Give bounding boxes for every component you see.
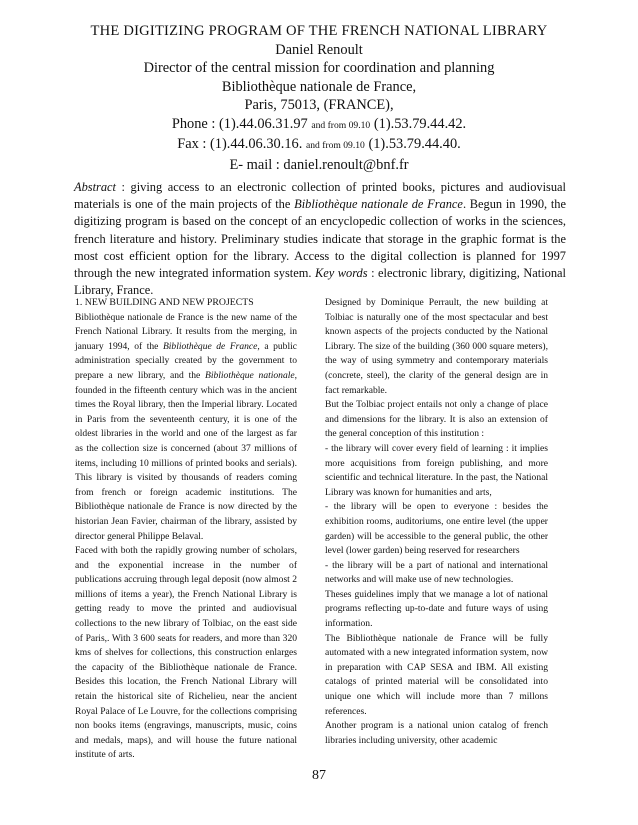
fax-new: (1).53.79.44.40. <box>368 136 461 152</box>
left-p1-italic-2: Bibliothèque nationale <box>205 369 295 381</box>
phone-old: Phone : (1).44.06.31.97 <box>171 115 308 132</box>
keywords-label: Key words <box>314 266 368 281</box>
email-line: E- mail : daniel.renoult@bnf.fr <box>229 156 409 173</box>
author-institution: Bibliothèque nationale de France, <box>221 78 417 95</box>
right-paragraph-3: - the library will cover every field of learning : it implies more acquisitions from foreign publishing, and more scientific and technical literature. In the past, the National Library was known for humanities and arts, <box>325 442 548 498</box>
right-paragraph-7: The Bibliothèque nationale de France will be fully automated with a new integrated information system, now in preparation with CAP SESA and IBM. All existing catalogs of printed material will be consolidated into unique one which will include more than 7 millons references. <box>325 632 548 717</box>
right-paragraph-4: - the library will be open to everyone : besides the exhibition rooms, auditoriums, one entire level (the upper garden) will be accessible to the general public, the other level (lower garden) being reserved for researchers <box>325 501 548 557</box>
right-paragraph-6: Theses guidelines imply that we manage a lot of national programs reflecting up-to-date and future ways of using information. <box>325 588 548 630</box>
right-paragraph-5: - the library will be a part of national and international networks and will make use of new technologies. <box>325 559 548 586</box>
fax-old: Fax : (1).44.06.30.16. <box>177 136 303 152</box>
left-p1-text-a: Bibliothèque nationale de France is the new name of the French National Library. It results from the merging, in january 1994, of the <box>75 311 297 352</box>
abstract-text-2: . Begun in 1990, the digitizing program is based on the concept of an encyclopedic collection of works in the sciences, french literature and history. Preliminary studies indicate that storage in the graphic format is the most cost efficient option for the library. Access to the digital collection is planned for 1997 through the new integrated information system. <box>74 197 566 281</box>
abstract-text-1: : giving access to an electronic collection of printed books, pictures and audiovisual materials is one of the main projects of the <box>74 180 566 212</box>
phone-line <box>0 115 638 136</box>
abstract-label: Abstract <box>74 180 116 194</box>
phone-note: and from 09.10 <box>311 119 371 131</box>
left-p1-text-b: , a public administration specially created by the government to prepare a new library, and the <box>75 340 297 381</box>
author-role: Director of the central mission for coordination and planning <box>143 60 495 76</box>
left-p1-italic-1: Bibliothèque de France <box>162 340 258 352</box>
abstract <box>74 179 566 299</box>
left-column <box>75 296 297 763</box>
phone-new: (1).53.79.44.42. <box>373 115 467 132</box>
left-p1-text-c: , founded in the fifteenth century which was in the ancient times the Royal library, then the Imperial library. Located in Paris from the seventeenth century, it is one of the oldest libraries in the world and one of the largest as far as the collection size is concerned (about 37 millions of items, including 10 millions of printed books and serials). This library is visited by thousands of readers coming from french or foreign academic institutions. The Bibliothèque nationale de France is now directed by the historian Jean Favier, chairman of the library, assisted by director general Philippe Belaval. <box>75 369 297 542</box>
right-paragraph-1: Designed by Dominique Perrault, the new building at Tolbiac is naturally one of the most spectacular and best known aspects of the projects conducted by the National Library. The size of the building (360 000 square meters), the way of using symmetry and contemporary materials (concrete, steel), the clarity of the general design are in fact remarkable. <box>325 297 548 396</box>
page-number: 87 <box>312 768 326 783</box>
fax-line <box>0 135 638 156</box>
left-paragraph-2: Faced with both the rapidly growing number of scholars, and the exponential increase in the number of publications accruing through legal deposit (now almost 2 millions of items a year), the French National Library is getting ready to move the printed and audiovisual collections to the new library of Tolbiac, on the east side of Paris,. With 3 600 seats for readers, and more than 320 kms of shelves for collections, this construction enlarges the capacity of the Bibliothèque nationale de France. Besides this location, the French National Library will retain the historical site of Richelieu, near the ancient Royal Palace of Le Louvre, for the collections comprising non books items (engravings, manuscripts, music, coins and medals, maps), and will house the future national institute of arts. <box>75 545 297 761</box>
paper-title: THE DIGITIZING PROGRAM OF THE FRENCH NATIONAL LIBRARY <box>90 23 548 39</box>
right-paragraph-2: But the Tolbiac project entails not only a change of place and dimensions for the library. It is also an extension of the general conception of this institution : <box>325 399 548 440</box>
keywords-text: : electronic library, digitizing, National Library, France. <box>74 266 566 298</box>
section-title: 1. NEW BUILDING AND NEW PROJECTS <box>75 297 254 308</box>
left-paragraph-1 <box>75 311 297 545</box>
fax-note: and from 09.10 <box>305 140 365 151</box>
right-paragraph-8: Another program is a national union catalog of french libraries including university, other academic <box>325 720 548 746</box>
author-name: Daniel Renoult <box>275 41 363 58</box>
abstract-bnf: Bibliothèque nationale de France <box>294 197 463 212</box>
right-column <box>325 296 548 748</box>
author-address: Paris, 75013, (FRANCE), <box>244 97 394 113</box>
paper-header <box>0 22 638 174</box>
